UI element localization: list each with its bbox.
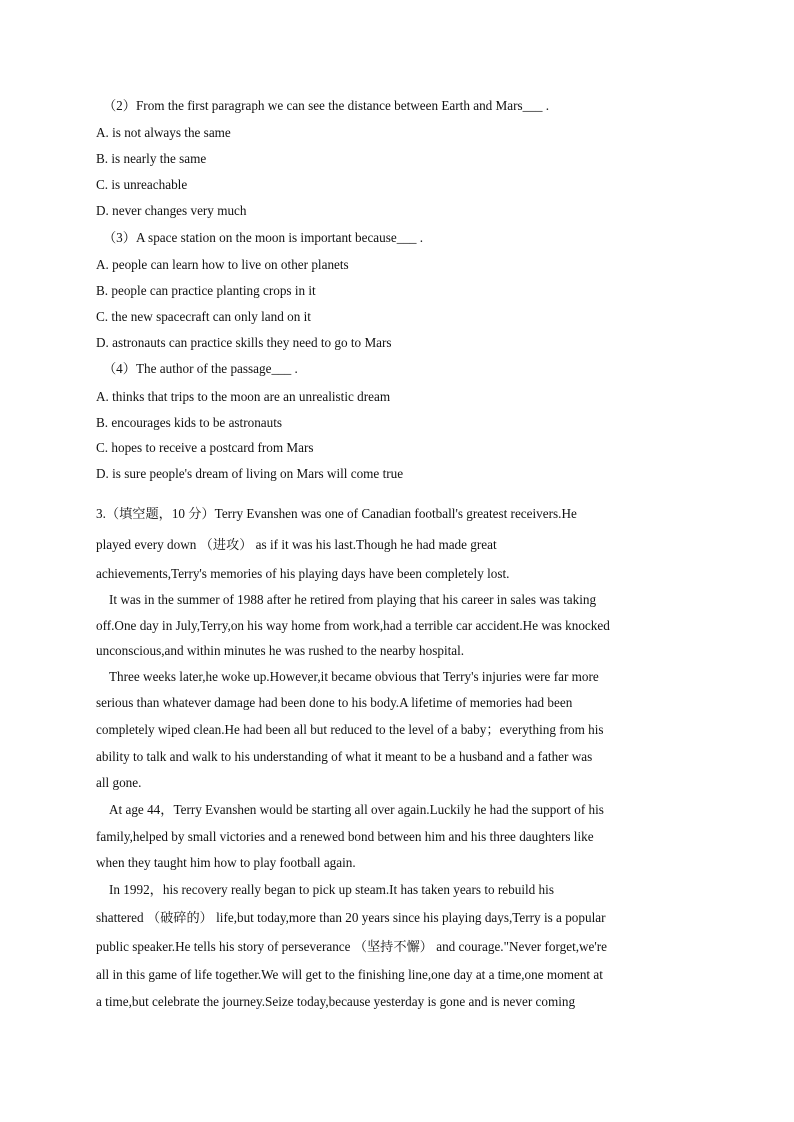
passage-line: In 1992，his recovery really began to pick up steam.It has taken years to rebuild his (109, 882, 554, 897)
passage-line: all gone. (96, 775, 142, 790)
question-4-stem: （4）The author of the passage___ . (103, 361, 298, 376)
question-3-stem: （3）A space station on the moon is important because___ . (103, 230, 424, 245)
passage-line: achievements,Terry's memories of his playing days have been completely lost. (96, 566, 510, 581)
passage-line: a time,but celebrate the journey.Seize today,because yesterday is gone and is never coming (96, 994, 576, 1009)
passage-line: off.One day in July,Terry,on his way home from work,had a terrible car accident.He was knocked (96, 618, 610, 633)
question-4-option-c: C. hopes to receive a postcard from Mars (96, 440, 314, 455)
passage-line: public speaker.He tells his story of perseverance （坚持不懈） and courage."Never forget,we're (96, 939, 608, 954)
passage-line: Three weeks later,he woke up.However,it became obvious that Terry's injuries were far more (109, 669, 599, 684)
question-2-option-a: A. is not always the same (96, 125, 231, 140)
passage-line: completely wiped clean.He had been all but reduced to the level of a baby；everything from his (96, 722, 604, 737)
passage-line: ability to talk and walk to his understanding of what it meant to be a husband and a father was (96, 749, 593, 764)
question-2-option-d: D. never changes very much (96, 203, 247, 218)
question-3-option-b: B. people can practice planting crops in it (96, 283, 316, 298)
passage-line: shattered （破碎的） life,but today,more than 20 years since his playing days,Terry is a popular (96, 910, 606, 925)
question-3-option-d: D. astronauts can practice skills they need to go to Mars (96, 335, 392, 350)
passage-line: all in this game of life together.We will get to the finishing line,one day at a time,one moment at (96, 967, 603, 982)
question-4-option-d: D. is sure people's dream of living on Mars will come true (96, 466, 404, 481)
passage-line: played every down （进攻） as if it was his last.Though he had made great (96, 537, 497, 552)
passage-line: It was in the summer of 1988 after he retired from playing that his career in sales was taking (109, 592, 597, 607)
question-4-option-a: A. thinks that trips to the moon are an unrealistic dream (96, 389, 391, 404)
passage-line: when they taught him how to play football again. (96, 855, 356, 870)
question-2-option-c: C. is unreachable (96, 177, 188, 192)
question-2-stem: （2）From the first paragraph we can see the distance between Earth and Mars___ . (103, 98, 550, 113)
passage-line: 3.（填空题，10 分）Terry Evanshen was one of Canadian football's greatest receivers.He (96, 506, 577, 521)
passage-line: unconscious,and within minutes he was rushed to the nearby hospital. (96, 643, 465, 658)
question-2-option-b: B. is nearly the same (96, 151, 207, 166)
question-3-option-a: A. people can learn how to live on other planets (96, 257, 349, 272)
passage-line: family,helped by small victories and a renewed bond between him and his three daughters like (96, 829, 594, 844)
question-3-option-c: C. the new spacecraft can only land on it (96, 309, 311, 324)
passage-line: At age 44，Terry Evanshen would be starting all over again.Luckily he had the support of his (109, 802, 604, 817)
passage-line: serious than whatever damage had been done to his body.A lifetime of memories had been (96, 695, 573, 710)
question-4-option-b: B. encourages kids to be astronauts (96, 415, 283, 430)
